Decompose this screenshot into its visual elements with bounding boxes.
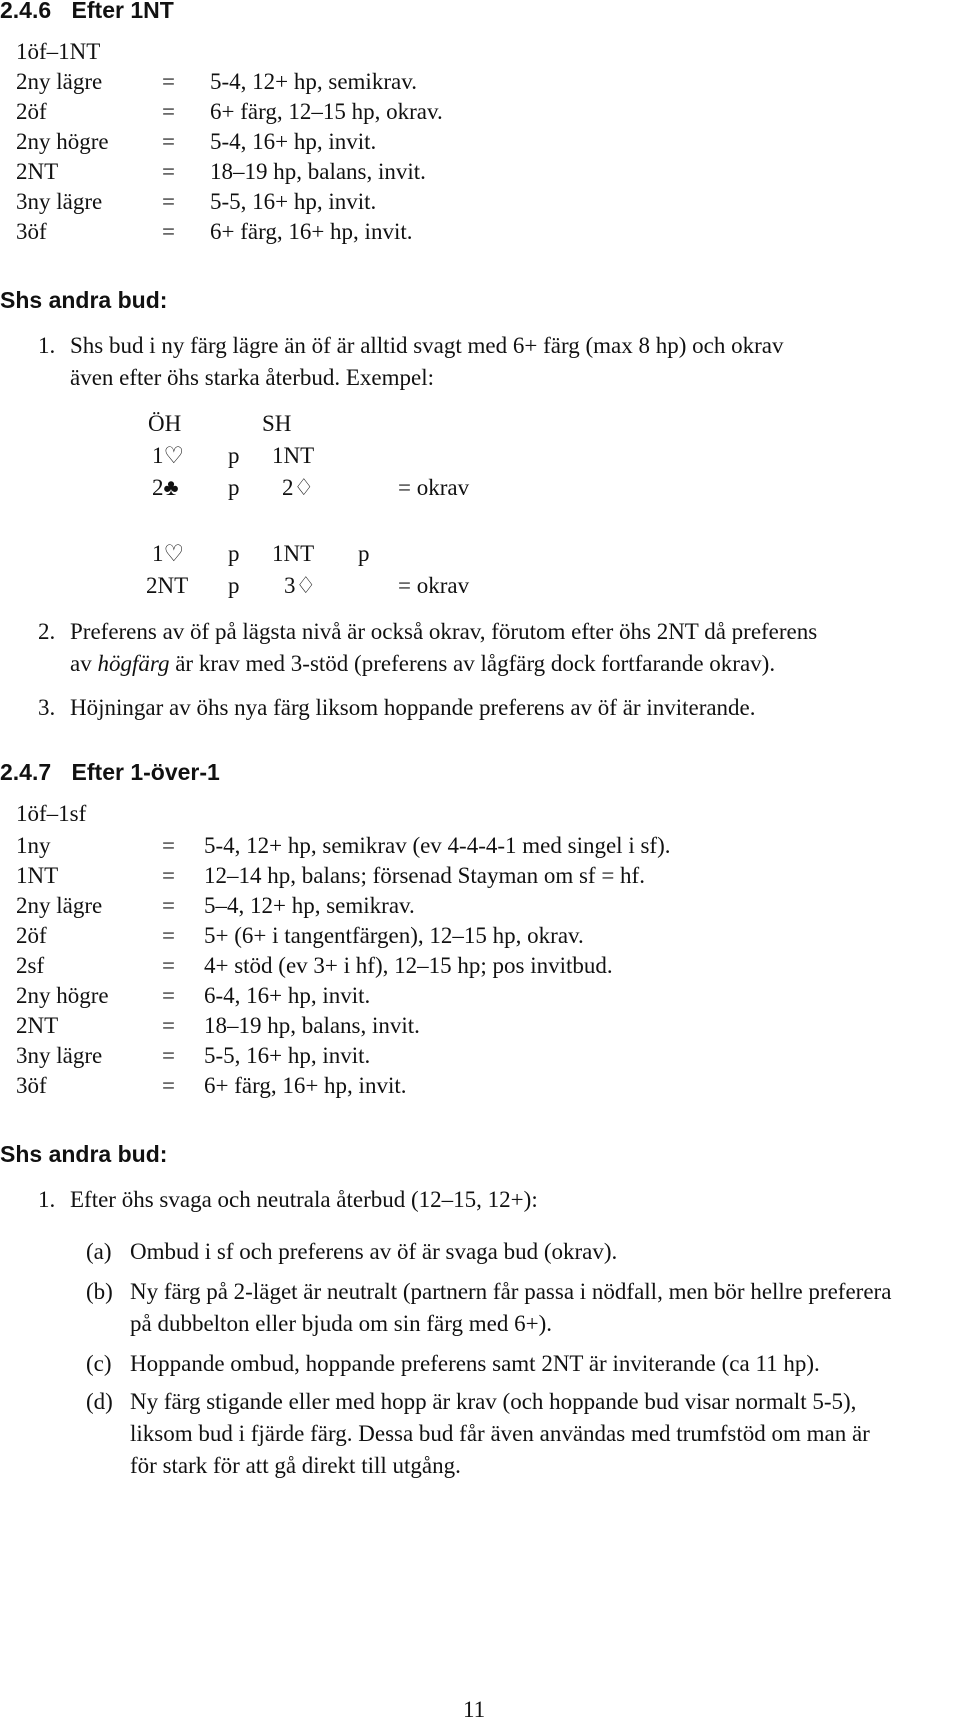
emphasis-hogfarg: högfärg bbox=[97, 651, 170, 676]
sublist-label: (a) bbox=[86, 1239, 112, 1264]
sublist-text: Ny färg stigande eller med hopp är krav (och hoppande bud visar normalt 5-5), liksom bud i fjärde färg. Dessa bud får även användas med trumfstöd om man är för stark för att gå direkt till utgång. bbox=[130, 1389, 870, 1478]
header-sh: SH bbox=[262, 411, 292, 436]
list-number: 1. bbox=[38, 1187, 56, 1212]
header-oh: ÖH bbox=[148, 411, 182, 436]
bid: p bbox=[228, 541, 240, 566]
section-heading-2-4-7 bbox=[0, 756, 220, 788]
sublist-label: (b) bbox=[86, 1279, 113, 1304]
paragraph-line: Shs bud i ny färg lägre än öf är alltid svagt med 6+ färg (max 8 hp) och okrav bbox=[70, 333, 784, 358]
list-number: 3. bbox=[38, 695, 56, 720]
bid: 1NT bbox=[272, 541, 315, 566]
paragraph-line: Efter öhs svaga och neutrala återbud (12–15, 12+): bbox=[70, 1187, 538, 1212]
sequence-heading: 1öf–1NT bbox=[16, 39, 101, 64]
sequence-heading: 1öf–1sf bbox=[16, 801, 87, 826]
bid: p bbox=[228, 475, 240, 500]
paragraph-line: av högfärg är krav med 3-stöd (preferens av lågfärg dock fortfarande okrav). bbox=[70, 651, 776, 676]
bid-note: = okrav bbox=[398, 573, 470, 598]
sublist-text: Ombud i sf och preferens av öf är svaga bud (okrav). bbox=[130, 1239, 618, 1264]
section-title: Efter 1-över-1 bbox=[71, 759, 220, 785]
sublist-label: (d) bbox=[86, 1389, 113, 1414]
list-number: 1. bbox=[38, 333, 56, 358]
bid: 3♢ bbox=[284, 573, 317, 598]
bid: 2♢ bbox=[282, 475, 315, 500]
paragraph-line: Preferens av öf på lägsta nivå är också okrav, förutom efter öhs 2NT då preferens bbox=[70, 619, 818, 644]
bid: 2NT bbox=[146, 573, 189, 598]
section-heading-2-4-6 bbox=[0, 0, 174, 26]
list-number: 2. bbox=[38, 619, 56, 644]
section-number: 2.4.6 bbox=[0, 0, 52, 23]
section-title: Efter 1NT bbox=[71, 0, 174, 23]
subheading-shs-andra-bud: Shs andra bud: bbox=[0, 287, 168, 313]
bid: 1♡ bbox=[152, 443, 185, 468]
bid: 2♣ bbox=[152, 475, 179, 500]
bid: 1NT bbox=[272, 443, 315, 468]
bid-note: = okrav bbox=[398, 475, 470, 500]
sublist-text: Hoppande ombud, hoppande preferens samt 2NT är inviterande (ca 11 hp). bbox=[130, 1351, 820, 1376]
bid: p bbox=[228, 443, 240, 468]
paragraph-line: Höjningar av öhs nya färg liksom hoppande preferens av öf är inviterande. bbox=[70, 695, 756, 720]
page-number: 11 bbox=[463, 1697, 486, 1722]
sublist-label: (c) bbox=[86, 1351, 112, 1376]
section-number: 2.4.7 bbox=[0, 759, 52, 785]
subheading-shs-andra-bud: Shs andra bud: bbox=[0, 1141, 168, 1167]
bid: p bbox=[228, 573, 240, 598]
bid: p bbox=[358, 541, 370, 566]
paragraph-line: även efter öhs starka återbud. Exempel: bbox=[70, 365, 435, 390]
sublist-text: Ny färg på 2-läget är neutralt (partnern får passa i nödfall, men bör hellre preferera på dubbelton eller bjuda om sin färg med 6+). bbox=[130, 1279, 892, 1336]
bid: 1♡ bbox=[152, 541, 185, 566]
